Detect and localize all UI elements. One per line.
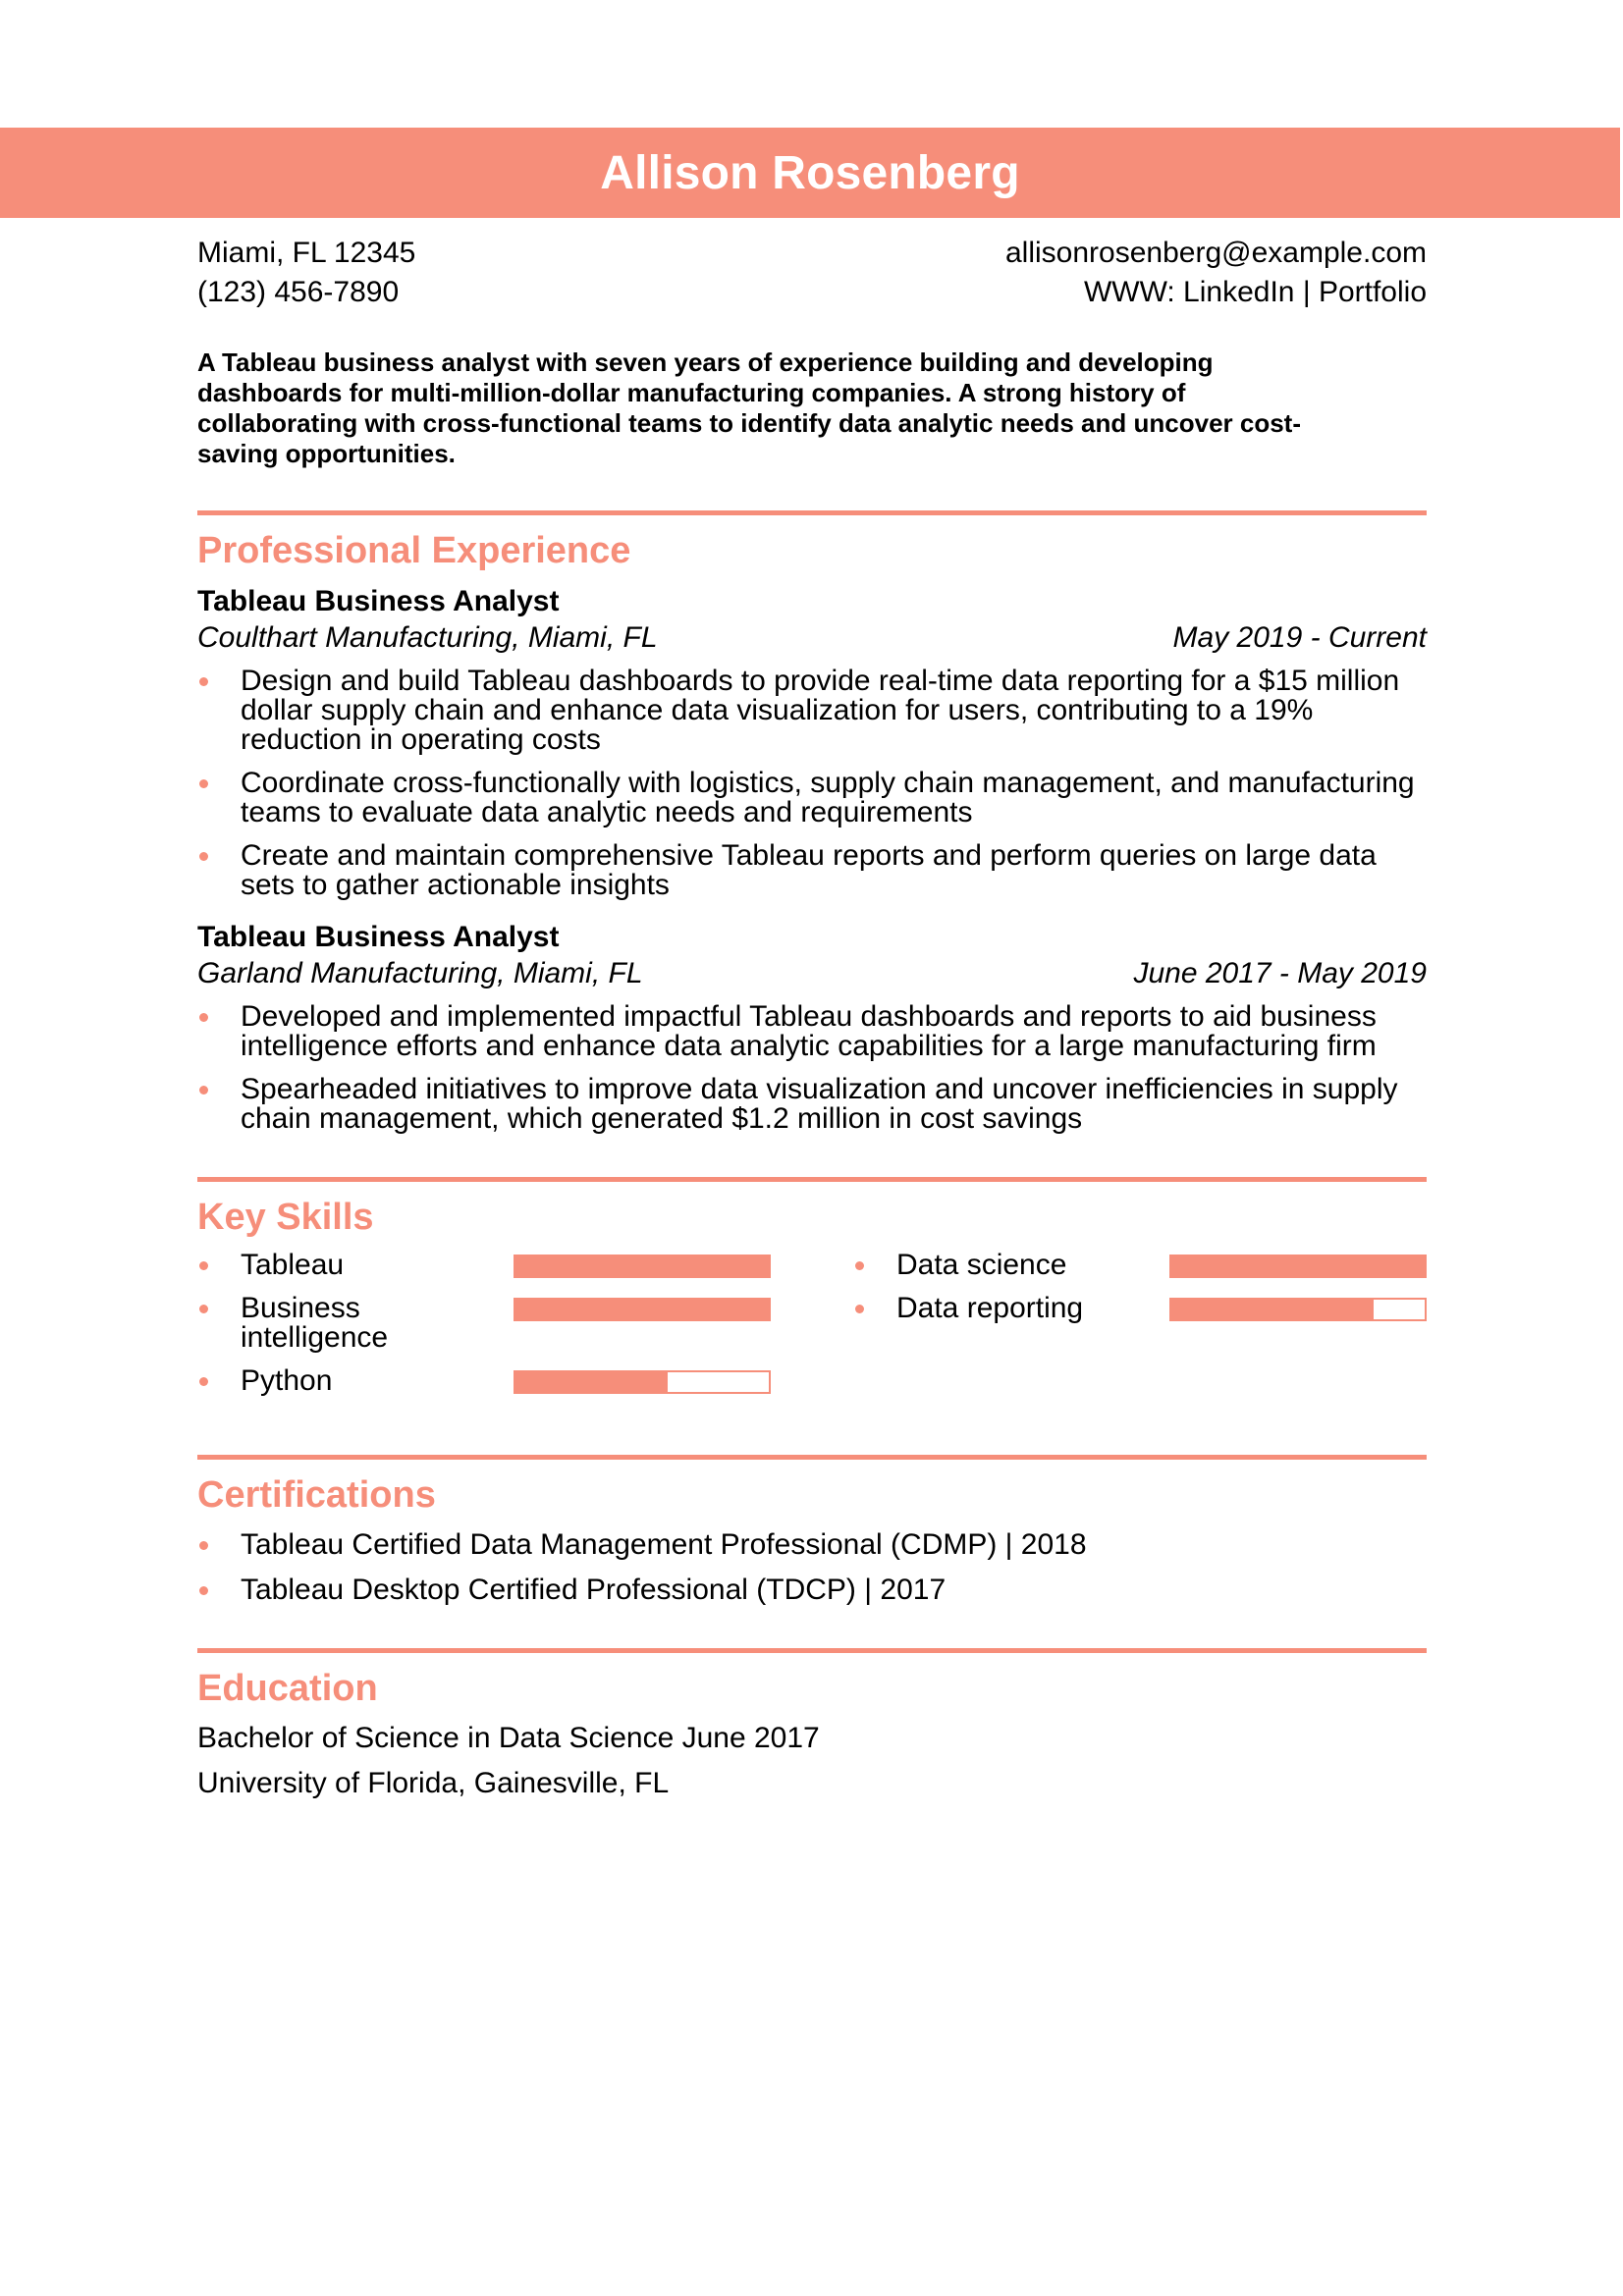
skill-name: Data science [896, 1249, 1067, 1281]
skill-level-bar [1169, 1255, 1427, 1278]
section-divider [197, 1648, 1427, 1653]
candidate-name: Allison Rosenberg [600, 146, 1020, 199]
education-school: University of Florida, Gainesville, FL [197, 1767, 670, 1799]
skill-name: Business intelligence [241, 1292, 389, 1354]
certifications-list [197, 1530, 1427, 1605]
bullet-dot [199, 1586, 208, 1595]
skill-name: Data reporting [896, 1292, 1084, 1324]
bullet-dot [199, 1261, 208, 1270]
bullet-dot [199, 1377, 208, 1386]
bullet-dot [199, 1086, 208, 1095]
name-banner [0, 128, 1620, 218]
skill-item [197, 1366, 771, 1396]
education-degree: Bachelor of Science in Data Science June 2017 [197, 1722, 820, 1754]
skills-column-left [197, 1251, 771, 1410]
skill-level-bar [1169, 1298, 1427, 1321]
job-meta [197, 955, 1427, 992]
contact-row-1 [197, 234, 1427, 273]
section-divider [197, 1177, 1427, 1182]
summary: A Tableau business analyst with seven years of experience building and developing dashboards for multi-million-dollar manufacturing companies. A strong history of collaborating with cross-functional teams to identify data analytic needs and uncover cost-saving opportunities. [197, 347, 1301, 468]
skill-level-fill [1171, 1300, 1374, 1319]
skill-level-bar [514, 1370, 771, 1394]
email[interactable]: allisonrosenberg@example.com [1005, 237, 1427, 269]
skill-level-bar [514, 1255, 771, 1278]
address: Miami, FL 12345 [197, 237, 416, 269]
skill-item [853, 1251, 1427, 1280]
bullet-dot [199, 852, 208, 861]
job-role: Tableau Business Analyst [197, 921, 560, 953]
bullet-dot [199, 1541, 208, 1550]
skills-column-right [853, 1251, 1427, 1410]
skill-item [197, 1294, 771, 1353]
job-bullets [197, 1002, 1427, 1134]
list-item: Tableau Certified Data Management Professional (CDMP) | 2018 [197, 1530, 1427, 1560]
contact-row-2 [197, 273, 1427, 312]
skill-name: Python [241, 1364, 333, 1397]
web-links[interactable]: WWW: LinkedIn | Portfolio [1083, 276, 1427, 308]
job-dates: June 2017 - May 2019 [1133, 957, 1427, 989]
education-title: Education [197, 1668, 378, 1709]
bullet-dot [199, 1305, 208, 1313]
job-company: Garland Manufacturing, Miami, FL [197, 957, 643, 989]
skills-grid [197, 1251, 1427, 1410]
job-entry [197, 920, 1427, 1134]
job-dates: May 2019 - Current [1172, 621, 1427, 654]
job-entry [197, 584, 1427, 900]
job-company: Coulthart Manufacturing, Miami, FL [197, 621, 658, 654]
experience-title: Professional Experience [197, 530, 631, 571]
list-item: Tableau Desktop Certified Professional (TDCP) | 2017 [197, 1575, 1427, 1605]
bullet-dot [199, 779, 208, 788]
job-bullets [197, 667, 1427, 900]
section-divider [197, 1455, 1427, 1460]
job-role: Tableau Business Analyst [197, 585, 560, 617]
section-divider [197, 510, 1427, 515]
resume-content [197, 234, 1427, 1806]
list-item: Create and maintain comprehensive Tableau reports and perform queries on large data sets to gather actionable insights [197, 841, 1427, 900]
bullet-dot [199, 1013, 208, 1022]
bullet-dot [199, 677, 208, 686]
skills-title: Key Skills [197, 1197, 374, 1238]
skill-name: Tableau [241, 1249, 345, 1281]
skill-item [853, 1294, 1427, 1323]
bullet-dot [855, 1305, 864, 1313]
list-item: Spearheaded initiatives to improve data visualization and uncover inefficiencies in supply chain management, which generated $1.2 million in cost savings [197, 1075, 1427, 1134]
skill-level-fill [1171, 1256, 1425, 1276]
skill-level-bar [514, 1298, 771, 1321]
bullet-dot [855, 1261, 864, 1270]
skill-level-fill [515, 1372, 668, 1392]
skill-item [197, 1251, 771, 1280]
job-meta [197, 619, 1427, 657]
list-item: Design and build Tableau dashboards to provide real-time data reporting for a $15 million dollar supply chain and enhance data visualization for users, contributing to a 19% reduction in operating costs [197, 667, 1427, 755]
list-item: Developed and implemented impactful Tableau dashboards and reports to aid business intelligence efforts and enhance data analytic capabilities for a large manufacturing firm [197, 1002, 1427, 1061]
skill-level-fill [515, 1300, 769, 1319]
certifications-title: Certifications [197, 1474, 436, 1516]
phone: (123) 456-7890 [197, 276, 400, 308]
list-item: Coordinate cross-functionally with logistics, supply chain management, and manufacturing teams to evaluate data analytic needs and requirements [197, 769, 1427, 828]
skill-level-fill [515, 1256, 769, 1276]
